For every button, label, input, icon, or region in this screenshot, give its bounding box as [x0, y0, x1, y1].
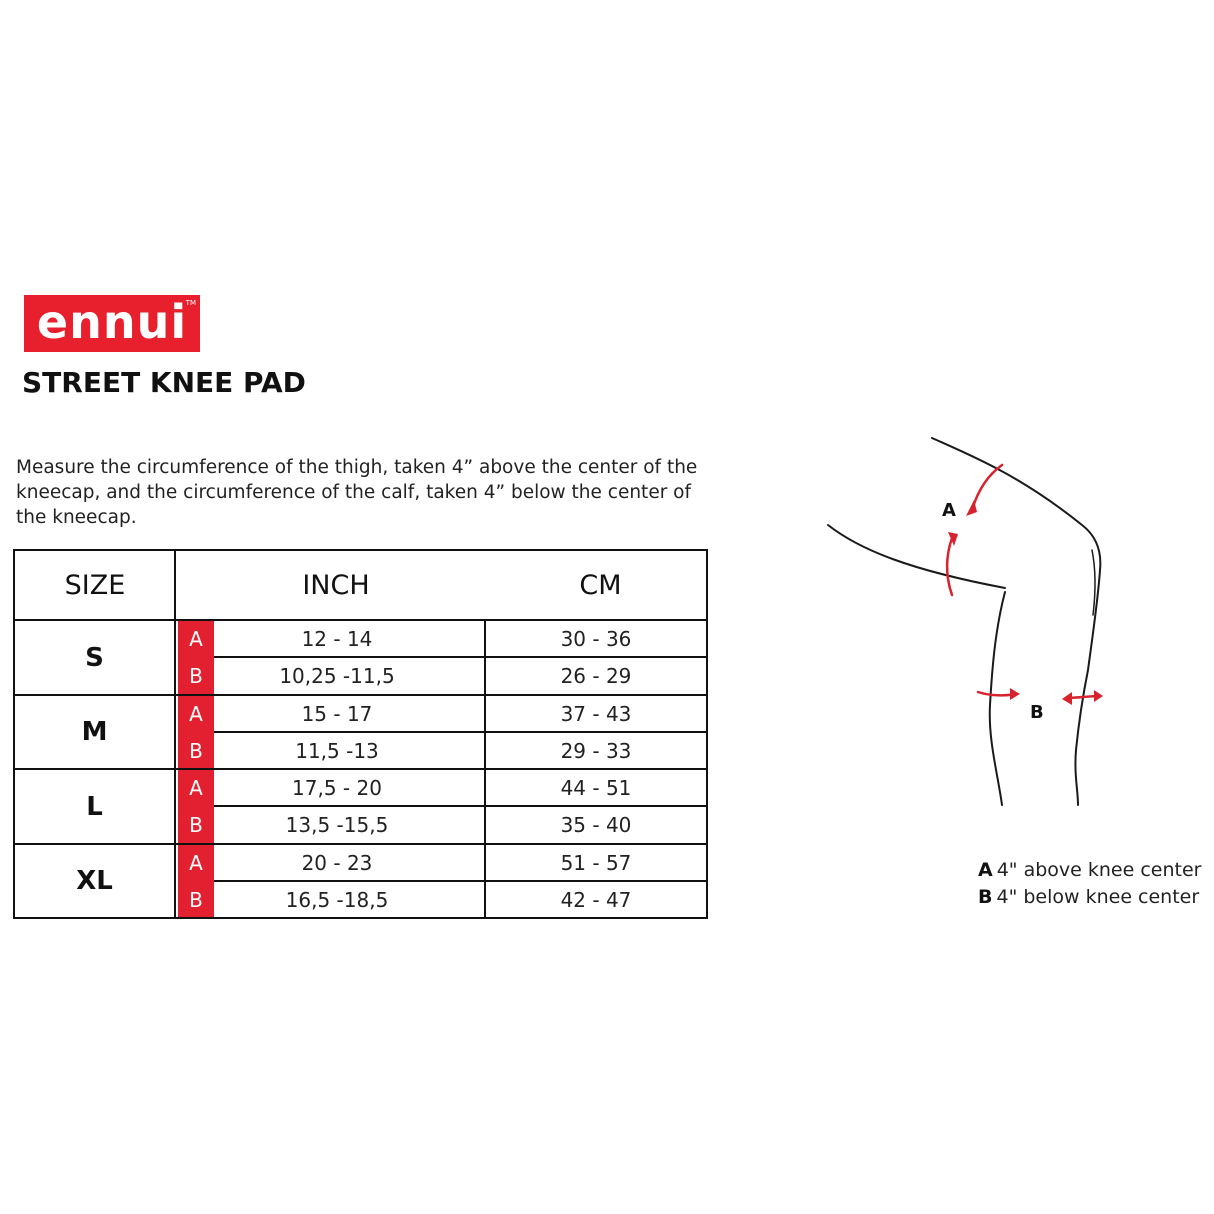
- marker-b: B: [189, 887, 203, 912]
- shin-outline: [990, 592, 1005, 805]
- legend-item-a: [978, 859, 1201, 881]
- cm-value: 29 - 33: [560, 738, 632, 763]
- header-size: SIZE: [64, 569, 126, 601]
- thigh-top-outline: [932, 438, 1100, 670]
- arrow-b-head: [1010, 688, 1020, 700]
- inch-value: 11,5 -13: [295, 738, 379, 763]
- marker-a: A: [189, 850, 203, 875]
- product-title: STREET KNEE PAD: [22, 366, 306, 399]
- inch-value: 12 - 14: [301, 626, 373, 651]
- measurement-instructions: Measure the circumference of the thigh, taken 4” above the center of the kneecap, and the circumference of the calf, taken 4” below the center of the kneecap.: [16, 457, 698, 528]
- inch-value: 15 - 17: [301, 701, 373, 726]
- brand-logo: [24, 295, 200, 352]
- cm-value: 42 - 47: [560, 887, 632, 912]
- cm-value: 44 - 51: [560, 775, 632, 800]
- legend-text: 4" above knee center: [996, 859, 1202, 881]
- marker-a: A: [189, 626, 203, 651]
- size-s: S: [85, 642, 104, 673]
- header-cm: CM: [579, 569, 622, 601]
- knee-diagram: [820, 430, 1120, 820]
- inch-value: 13,5 -15,5: [285, 813, 389, 837]
- knee-back-contour: [1092, 550, 1095, 615]
- size-chart-table: [13, 549, 708, 919]
- size-l: L: [86, 791, 103, 822]
- marker-b: B: [189, 813, 203, 837]
- arrow-b-head: [1094, 690, 1103, 702]
- brand-logo-text: ennui: [36, 295, 188, 349]
- marker-b: B: [189, 664, 203, 688]
- marker-b: B: [189, 738, 203, 763]
- inch-value: 20 - 23: [301, 850, 373, 875]
- legend-text: 4" below knee center: [996, 886, 1200, 908]
- arrow-a-lower: [947, 538, 952, 595]
- cm-value: 26 - 29: [560, 664, 632, 688]
- cm-value: 37 - 43: [560, 701, 632, 726]
- thigh-bottom-outline: [828, 525, 1005, 588]
- marker-a: A: [189, 775, 203, 800]
- legend-key: B: [978, 886, 993, 908]
- inch-value: 17,5 - 20: [292, 775, 382, 800]
- legend-key: A: [978, 859, 993, 881]
- diagram-label-b: B: [1030, 702, 1044, 723]
- arrow-a-upper: [972, 465, 1002, 510]
- brand-logo-trademark: TM: [185, 299, 196, 307]
- cm-value: 51 - 57: [560, 850, 632, 875]
- size-m: M: [81, 717, 108, 747]
- inch-value: 16,5 -18,5: [285, 887, 389, 912]
- divider-size: [174, 551, 176, 917]
- cm-value: 30 - 36: [560, 626, 632, 651]
- size-xl: XL: [76, 866, 113, 896]
- marker-a: A: [189, 701, 203, 726]
- header-inch: INCH: [302, 569, 370, 601]
- diagram-label-a: A: [942, 500, 956, 521]
- legend-item-b: [978, 886, 1199, 908]
- cm-value: 35 - 40: [560, 813, 632, 837]
- inch-value: 10,25 -11,5: [279, 664, 395, 688]
- calf-outline: [1075, 670, 1088, 805]
- arrow-b-head: [1062, 692, 1072, 705]
